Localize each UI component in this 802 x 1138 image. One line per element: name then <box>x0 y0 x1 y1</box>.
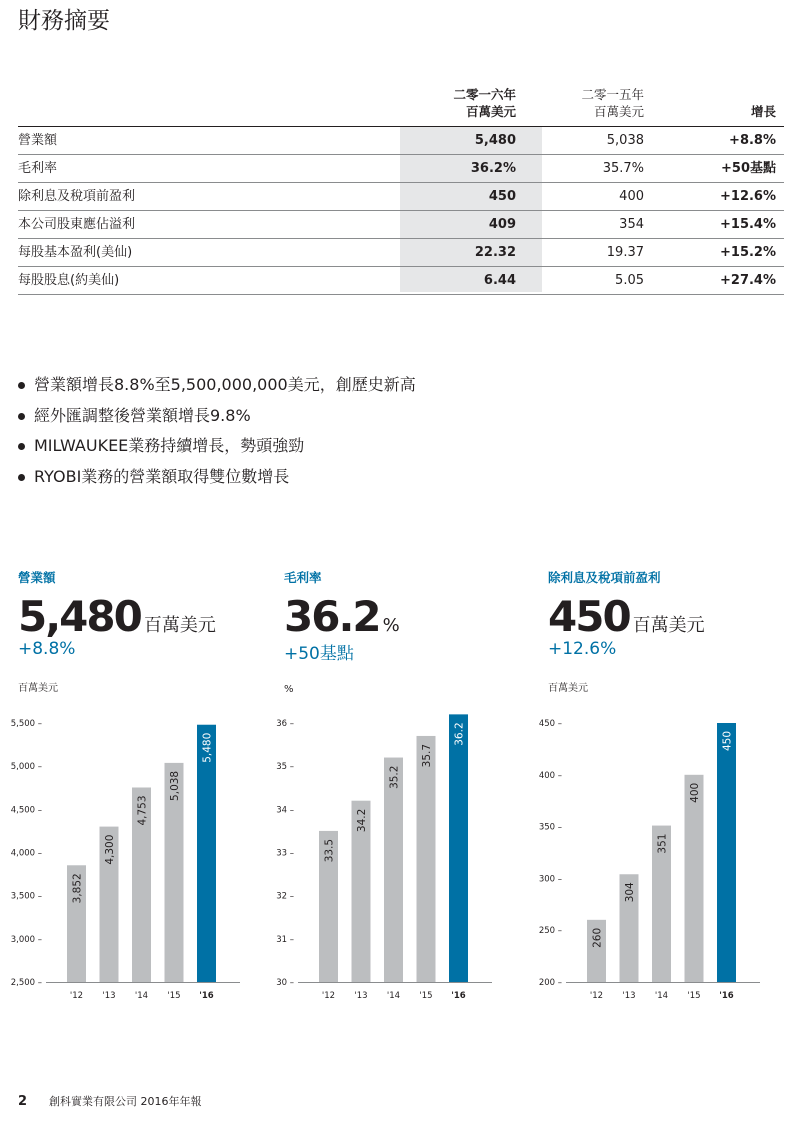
value-growth: +15.4% <box>720 217 776 232</box>
bar <box>449 714 468 982</box>
chart-axis-unit: 百萬美元 <box>548 683 588 694</box>
list-item <box>18 462 416 493</box>
y-tick-label: 31 – <box>276 934 294 945</box>
x-tick-label: '15 <box>687 991 701 1001</box>
x-tick-label: '14 <box>386 991 401 1001</box>
value-2016: 22.32 <box>474 245 516 260</box>
kpi-label: 除利息及稅項前盈利 <box>548 570 661 585</box>
value-2016: 409 <box>488 217 516 232</box>
data-label: 33.5 <box>323 838 336 863</box>
value-2015: 400 <box>619 189 644 204</box>
row-label: 每股基本盈利(美仙) <box>18 245 133 260</box>
table-row <box>18 211 784 239</box>
column-header-growth <box>751 103 776 120</box>
ebit-chart-svg <box>528 712 768 1012</box>
financial-summary-table <box>18 82 784 295</box>
x-tick-label: '12 <box>69 991 84 1001</box>
list-item-text: RYOBI業務的營業額取得雙位數增長 <box>34 466 290 486</box>
page-title: 財務摘要 <box>18 8 110 34</box>
kpi-value: 450 <box>548 592 630 641</box>
column-header-2016 <box>453 86 516 120</box>
data-label: 4,753 <box>136 795 149 826</box>
table-row <box>18 183 784 211</box>
table-row <box>18 127 784 155</box>
gross-margin-chart <box>260 712 500 1012</box>
x-tick-label: '16 <box>719 991 734 1001</box>
kpi-value: 36.2 <box>284 592 380 641</box>
data-label: 450 <box>721 731 734 752</box>
x-tick-label: '13 <box>622 991 636 1001</box>
y-tick-label: 3,500 – <box>10 891 42 902</box>
list-item-text: 營業額增長8.8%至5,500,000,000美元，創歷史新高 <box>34 375 416 394</box>
data-label: 34.2 <box>356 808 368 833</box>
value-growth: +50基點 <box>721 161 776 176</box>
x-tick-label: '14 <box>654 991 669 1001</box>
y-tick-label: 250 – <box>538 926 562 937</box>
y-tick-label: 400 – <box>538 770 562 781</box>
x-tick-label: '12 <box>321 991 336 1001</box>
chart-axis-unit: % <box>284 684 294 695</box>
y-tick-label: 33 – <box>276 848 294 859</box>
row-label: 毛利率 <box>18 161 58 176</box>
data-label: 304 <box>624 882 636 903</box>
kpi-gross-margin <box>284 568 524 695</box>
bullet-icon <box>18 382 25 389</box>
y-tick-label: 32 – <box>276 891 294 902</box>
x-tick-label: '15 <box>167 991 181 1001</box>
value-2015: 5,038 <box>606 133 644 148</box>
data-label: 35.7 <box>421 743 433 768</box>
y-tick-label: 300 – <box>538 874 562 885</box>
data-label: 5,038 <box>169 770 181 801</box>
data-label: 400 <box>689 782 701 803</box>
chart-axis-unit: 百萬美元 <box>18 683 58 694</box>
kpi-change: +8.8% <box>18 639 76 659</box>
value-growth: +27.4% <box>720 273 776 288</box>
x-tick-label: '16 <box>451 991 466 1001</box>
bullet-icon <box>18 443 25 450</box>
y-tick-label: 3,000 – <box>10 934 42 945</box>
list-item <box>18 401 416 432</box>
kpi-unit: % <box>382 615 400 636</box>
y-tick-label: 34 – <box>276 805 294 816</box>
column-header-growth-label: 增長 <box>750 104 776 119</box>
y-tick-label: 5,500 – <box>10 719 42 729</box>
data-label: 4,300 <box>104 834 116 865</box>
table-row <box>18 155 784 183</box>
y-tick-label: 30 – <box>276 978 294 988</box>
list-item-text: 經外匯調整後營業額增長9.8% <box>34 405 251 425</box>
value-growth: +12.6% <box>720 189 776 204</box>
data-label: 36.2 <box>453 722 466 746</box>
kpi-label: 毛利率 <box>284 570 322 585</box>
footer-text: 創科實業有限公司 2016年年報 <box>49 1095 202 1108</box>
column-header-2015-year: 二零一五年 <box>581 87 644 102</box>
x-tick-label: '16 <box>199 991 214 1001</box>
kpi-revenue <box>18 568 258 694</box>
data-label: 260 <box>591 927 604 948</box>
page-footer <box>18 1093 202 1109</box>
column-header-2015-unit: 百萬美元 <box>593 104 644 119</box>
x-tick-label: '14 <box>134 991 149 1001</box>
gross-margin-chart-svg <box>260 712 500 1012</box>
y-tick-label: 36 – <box>276 719 294 729</box>
bullet-icon <box>18 474 25 481</box>
y-tick-label: 4,000 – <box>10 848 42 859</box>
data-label: 35.2 <box>388 765 401 789</box>
y-tick-label: 5,000 – <box>10 762 42 773</box>
y-tick-label: 200 – <box>538 978 562 988</box>
value-growth: +8.8% <box>729 133 776 148</box>
row-label: 營業額 <box>18 133 58 148</box>
bar <box>717 723 736 982</box>
x-tick-label: '13 <box>102 991 116 1001</box>
x-tick-label: '15 <box>419 991 433 1001</box>
column-header-2016-unit: 百萬美元 <box>465 104 516 119</box>
bar <box>417 736 436 982</box>
data-label: 5,480 <box>201 732 214 763</box>
y-tick-label: 4,500 – <box>10 805 42 816</box>
kpi-unit: 百萬美元 <box>632 615 705 636</box>
list-item-text: MILWAUKEE業務持續增長，勢頭強勁 <box>34 436 305 455</box>
x-tick-label: '13 <box>354 991 368 1001</box>
column-header-2016-year: 二零一六年 <box>453 87 516 102</box>
page-number: 2 <box>18 1094 28 1109</box>
value-2015: 35.7% <box>602 161 644 176</box>
value-2016: 36.2% <box>470 161 516 176</box>
value-2015: 19.37 <box>606 245 644 260</box>
bar <box>685 775 704 982</box>
kpi-unit: 百萬美元 <box>143 615 216 636</box>
bullet-icon <box>18 413 25 420</box>
value-growth: +15.2% <box>720 245 776 260</box>
bar <box>384 758 403 982</box>
revenue-chart <box>8 712 248 1012</box>
y-tick-label: 2,500 – <box>10 978 42 988</box>
value-2016: 6.44 <box>483 273 516 288</box>
highlights-list <box>18 370 416 492</box>
data-label: 351 <box>656 833 669 854</box>
x-tick-label: '12 <box>589 991 604 1001</box>
list-item <box>18 370 416 401</box>
column-header-2015 <box>581 86 644 120</box>
row-label: 每股股息(約美仙) <box>18 273 120 288</box>
ebit-chart <box>528 712 768 1012</box>
row-label: 本公司股東應佔溢利 <box>18 217 136 232</box>
data-label: 3,852 <box>71 873 84 904</box>
y-tick-label: 35 – <box>276 762 294 773</box>
row-label: 除利息及稅項前盈利 <box>18 189 136 204</box>
kpi-label: 營業額 <box>18 570 56 585</box>
table-header <box>18 82 784 127</box>
kpi-change: +50基點 <box>284 644 354 664</box>
list-item <box>18 431 416 462</box>
value-2015: 354 <box>619 217 644 232</box>
revenue-chart-svg <box>8 712 248 1012</box>
kpi-value: 5,480 <box>18 592 141 641</box>
table-row <box>18 239 784 267</box>
y-tick-label: 350 – <box>538 822 562 833</box>
value-2016: 450 <box>488 189 516 204</box>
table-row <box>18 267 784 295</box>
y-tick-label: 450 – <box>538 719 562 729</box>
value-2016: 5,480 <box>474 133 516 148</box>
value-2015: 5.05 <box>615 273 644 288</box>
kpi-change: +12.6% <box>548 639 617 659</box>
kpi-ebit <box>548 568 788 694</box>
